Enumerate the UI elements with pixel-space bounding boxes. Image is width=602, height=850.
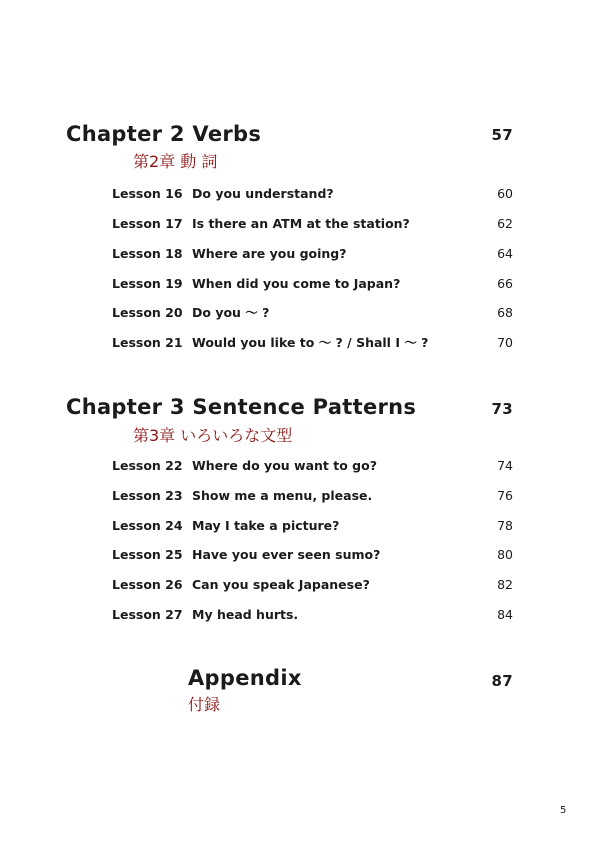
lesson-page-number: 66 <box>497 276 513 291</box>
lesson-page-number: 70 <box>497 335 513 350</box>
appendix-title: Appendix <box>188 666 302 690</box>
lesson-page-number: 78 <box>497 518 513 533</box>
lesson-number: Lesson 19 <box>112 276 183 291</box>
lesson-number: Lesson 20 <box>112 305 183 320</box>
lesson-page-number: 74 <box>497 458 513 473</box>
lesson-page-number: 82 <box>497 577 513 592</box>
lesson-title: May I take a picture? <box>192 518 340 533</box>
lesson-page-number: 64 <box>497 246 513 261</box>
lesson-title: Do you ～ ? <box>192 305 270 320</box>
lesson-number: Lesson 18 <box>112 246 183 261</box>
toc-lesson-row[interactable] <box>112 575 513 595</box>
lesson-title: Can you speak Japanese? <box>192 577 370 592</box>
lesson-page-number: 68 <box>497 305 513 320</box>
lesson-number: Lesson 27 <box>112 607 183 622</box>
chapter-page-number: 57 <box>491 126 513 144</box>
toc-lesson-row[interactable] <box>112 456 513 476</box>
lesson-title: Have you ever seen sumo? <box>192 547 381 562</box>
lesson-number: Lesson 21 <box>112 335 183 350</box>
lesson-number: Lesson 26 <box>112 577 183 592</box>
lesson-title: Show me a menu, please. <box>192 488 373 503</box>
toc-lesson-row[interactable] <box>112 486 513 506</box>
lesson-page-number: 62 <box>497 216 513 231</box>
lesson-title: Where do you want to go? <box>192 458 377 473</box>
lesson-page-number: 84 <box>497 607 513 622</box>
lesson-number: Lesson 22 <box>112 458 183 473</box>
toc-lesson-row[interactable] <box>112 303 513 323</box>
lesson-title: Is there an ATM at the station? <box>192 216 410 231</box>
toc-lesson-row[interactable] <box>112 333 513 353</box>
toc-lesson-row[interactable] <box>112 605 513 625</box>
chapter-subtitle-japanese: 第2章 動 詞 <box>133 152 218 171</box>
lesson-number: Lesson 16 <box>112 186 183 201</box>
lesson-page-number: 60 <box>497 186 513 201</box>
chapter-title: Chapter 3 Sentence Patterns <box>66 395 417 419</box>
lesson-number: Lesson 23 <box>112 488 183 503</box>
chapter-title: Chapter 2 Verbs <box>66 122 262 146</box>
toc-lesson-row[interactable] <box>112 214 513 234</box>
lesson-title: When did you come to Japan? <box>192 276 401 291</box>
lesson-title: My head hurts. <box>192 607 299 622</box>
toc-lesson-row[interactable] <box>112 184 513 204</box>
appendix-subtitle-japanese: 付録 <box>188 695 221 714</box>
lesson-page-number: 80 <box>497 547 513 562</box>
page-number: 5 <box>560 805 567 816</box>
chapter-subtitle-japanese: 第3章 いろいろな文型 <box>133 426 293 445</box>
toc-lesson-row[interactable] <box>112 545 513 565</box>
lesson-number: Lesson 25 <box>112 547 183 562</box>
lesson-title: Would you like to ～ ? / Shall I ～ ? <box>192 335 429 350</box>
lesson-page-number: 76 <box>497 488 513 503</box>
lesson-title: Where are you going? <box>192 246 347 261</box>
toc-lesson-row[interactable] <box>112 516 513 536</box>
toc-lesson-row[interactable] <box>112 244 513 264</box>
lesson-title: Do you understand? <box>192 186 334 201</box>
chapter-page-number: 73 <box>491 400 513 418</box>
lesson-number: Lesson 24 <box>112 518 183 533</box>
toc-lesson-row[interactable] <box>112 274 513 294</box>
appendix-page-number: 87 <box>491 672 513 690</box>
lesson-number: Lesson 17 <box>112 216 183 231</box>
